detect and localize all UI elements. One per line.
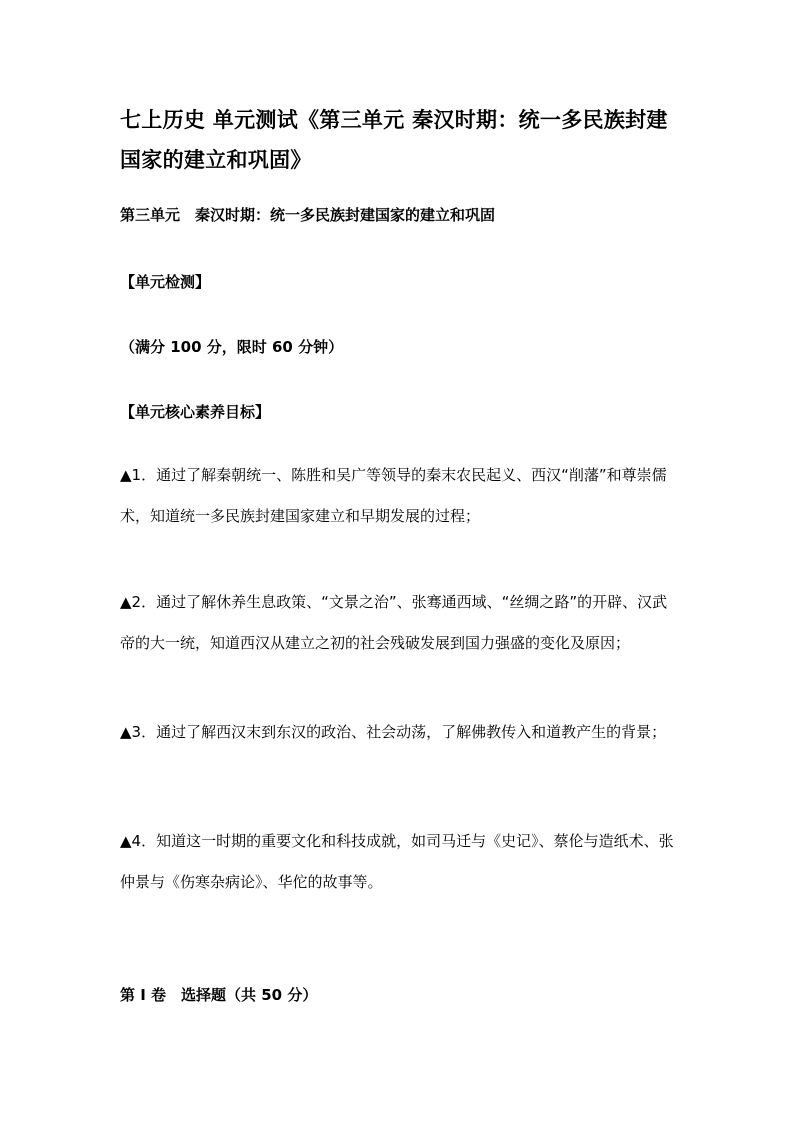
section-detection-heading: 【单元检测】 [120,273,211,291]
goal-item-3: ▲3．通过了解西汉末到东汉的政治、社会动荡，了解佛教传入和道教产生的背景； [120,723,667,741]
section-goals-heading: 【单元核心素养目标】 [120,403,271,421]
score-time-note: （满分 100 分，限时 60 分钟） [120,338,344,356]
goal-item-4: ▲4．知道这一时期的重要文化和科技成就，如司马迁与《史记》、蔡伦与造纸术、张仲景与《伤寒杂病论》、华佗的故事等。 [120,832,674,891]
goal-item-2: ▲2．通过了解休养生息政策、“文景之治”、张骞通西域、“丝绸之路”的开辟、汉武帝的大一统，知道西汉从建立之初的社会残破发展到国力强盛的变化及原因； [120,593,668,652]
document-title: 七上历史 单元测试《第三单元 秦汉时期：统一多民族封建国家的建立和巩固》 [120,108,668,172]
goal-item-1: ▲1．通过了解秦朝统一、陈胜和吴广等领导的秦末农民起义、西汉“削藩”和尊崇儒术，知道统一多民族封建国家建立和早期发展的过程； [120,466,667,525]
unit-heading: 第三单元 秦汉时期：统一多民族封建国家的建立和巩固 [120,206,496,224]
part1-heading: 第 I 卷 选择题（共 50 分） [120,986,318,1004]
